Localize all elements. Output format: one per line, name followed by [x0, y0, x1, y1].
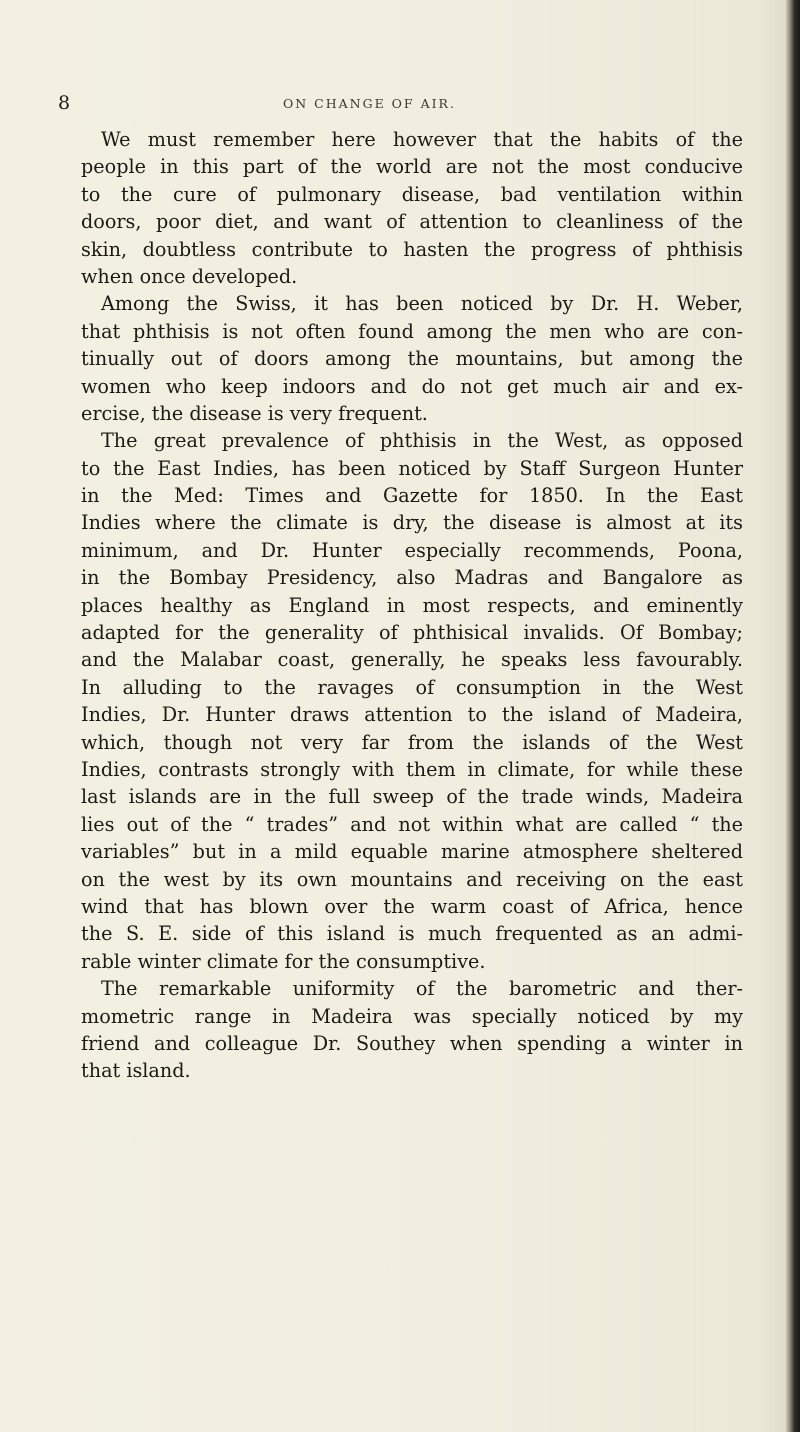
- text-line: doors, poor diet, and want of attention to cleanliness of the: [81, 210, 743, 234]
- text-line: ercise, the disease is very frequent.: [81, 401, 428, 425]
- text-line: in the Med: Times and Gazette for 1850. In the East: [81, 484, 743, 508]
- text-line: places healthy as England in most respects, and eminently: [81, 593, 743, 617]
- text-line: variables” but in a mild equable marine atmosphere sheltered: [81, 840, 743, 864]
- text-line: which, though not very far from the islands of the West: [81, 730, 743, 754]
- text-line: wind that has blown over the warm coast of Africa, hence: [81, 894, 743, 918]
- text-line: Indies, contrasts strongly with them in climate, for while these: [81, 757, 743, 781]
- text-line: to the East Indies, has been noticed by Staff Surgeon Hunter: [81, 456, 743, 480]
- text-line: and the Malabar coast, generally, he speaks less favourably.: [81, 648, 743, 672]
- text-line: people in this part of the world are not the most conducive: [81, 155, 743, 179]
- text-line: the S. E. side of this island is much frequented as an admi-: [81, 922, 743, 946]
- text-line: We must remember here however that the habits of the: [101, 128, 743, 151]
- text-line: minimum, and Dr. Hunter especially recommends, Poona,: [81, 538, 743, 562]
- text-line: that phthisis is not often found among the men who are con-: [81, 319, 743, 343]
- page-header: [58, 92, 748, 116]
- page-number: 8: [58, 92, 71, 114]
- text-line: In alluding to the ravages of consumption in the West: [81, 675, 743, 699]
- text-line: women who keep indoors and do not get much air and ex-: [81, 374, 743, 398]
- text-line: to the cure of pulmonary disease, bad ventilation within: [81, 182, 743, 206]
- body-text: [81, 126, 743, 1085]
- running-head: ON CHANGE OF AIR.: [283, 96, 456, 111]
- text-line: last islands are in the full sweep of the trade winds, Madeira: [81, 785, 743, 809]
- text-line: rable winter climate for the consumptive.: [81, 949, 486, 973]
- text-line: mometric range in Madeira was specially noticed by my: [81, 1004, 743, 1028]
- page-edge-shadow: [786, 0, 800, 1432]
- text-line: skin, doubtless contribute to hasten the progress of phthisis: [81, 237, 743, 261]
- text-line: The great prevalence of phthisis in the West, as opposed: [101, 429, 743, 453]
- text-line: friend and colleague Dr. Southey when spending a winter in: [81, 1031, 743, 1055]
- text-line: that island.: [81, 1059, 191, 1083]
- text-line: in the Bombay Presidency, also Madras and Bangalore as: [81, 566, 743, 590]
- text-line: Indies where the climate is dry, the disease is almost at its: [81, 511, 743, 535]
- text-line: adapted for the generality of phthisical invalids. Of Bombay;: [81, 621, 743, 645]
- text-line: Among the Swiss, it has been noticed by Dr. H. Weber,: [101, 292, 743, 316]
- text-line: when once developed.: [81, 264, 298, 288]
- text-line: Indies, Dr. Hunter draws attention to the island of Madeira,: [81, 703, 743, 727]
- text-line: tinually out of doors among the mountains, but among the: [81, 347, 743, 371]
- text-line: lies out of the “ trades” and not within what are called “ the: [81, 812, 743, 836]
- text-line: on the west by its own mountains and receiving on the east: [81, 867, 743, 891]
- text-line: The remarkable uniformity of the barometric and ther-: [101, 977, 743, 1001]
